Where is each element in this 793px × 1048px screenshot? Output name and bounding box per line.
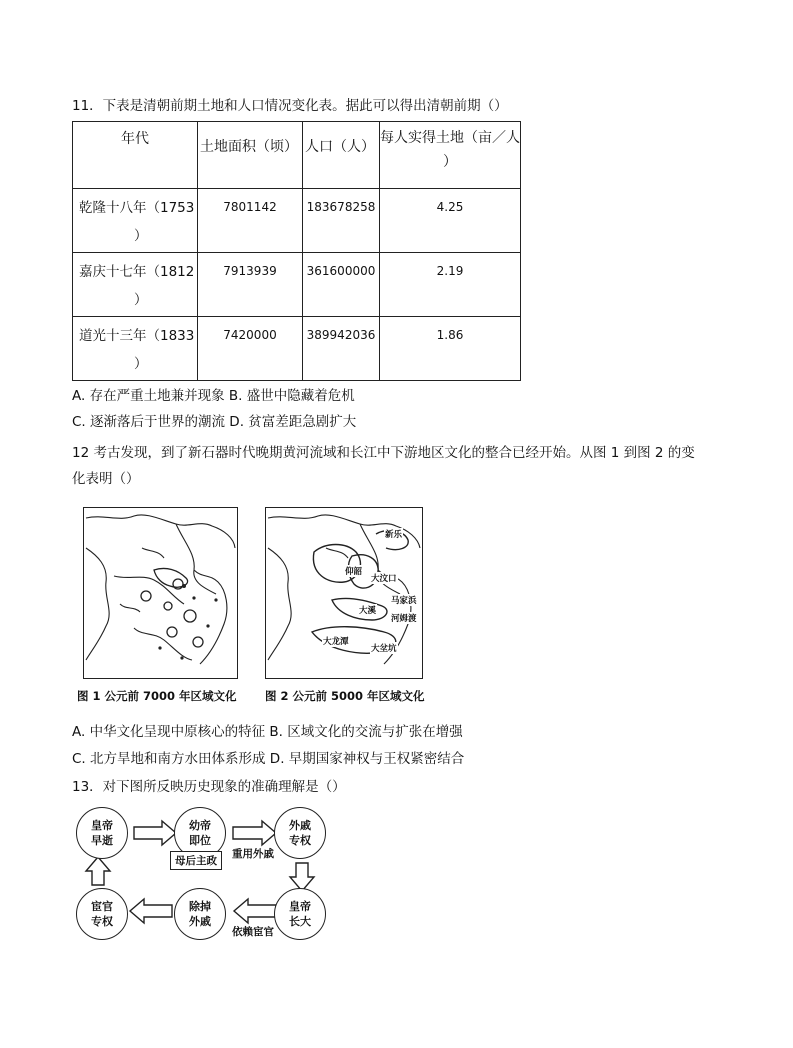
- q13-stem: 13．对下图所反映历史现象的准确理解是（）: [72, 779, 346, 795]
- header-per-capita-text: 每人实得土地（亩／人: [380, 130, 520, 146]
- cell-population: 183678258: [303, 189, 380, 253]
- label-xinle: 新乐: [385, 530, 403, 540]
- map-figure-2: [265, 507, 423, 679]
- label-yangshao: 仰韶: [345, 567, 363, 577]
- node-remove-consort: [174, 888, 226, 940]
- label-dawenkou: 大汶口: [371, 574, 397, 584]
- header-population: 人口（人）: [303, 122, 380, 189]
- table-row: [73, 253, 521, 317]
- label-hemudu: 河姆渡: [391, 614, 417, 624]
- header-per-capita-close: ）: [443, 154, 457, 170]
- era-text: 嘉庆十七年（1812: [79, 264, 195, 280]
- arrow-down-icon: [290, 863, 314, 891]
- cell-era: [73, 253, 198, 317]
- header-land: 土地面积（顷）: [198, 122, 303, 189]
- cell-per-capita: 4.25: [380, 189, 521, 253]
- q11-options-cd: C. 逐渐落后于世界的潮流 D. 贫富差距急剧扩大: [72, 414, 357, 430]
- node-consort-power: [274, 807, 326, 859]
- node-text: 外戚: [189, 915, 211, 928]
- cell-land: 7420000: [198, 317, 303, 381]
- map-1-outline: [84, 508, 237, 678]
- cell-population: 389942036: [303, 317, 380, 381]
- era-text: 道光十三年（1833: [79, 328, 195, 344]
- era-text: 乾隆十八年（1753: [79, 200, 195, 216]
- label-dabenkeng: 大坌坑: [371, 644, 397, 654]
- q11-stem: 11．下表是清朝前期土地和人口情况变化表。据此可以得出清朝前期（）: [72, 98, 508, 114]
- node-text: 早逝: [91, 834, 113, 847]
- node-text: 除掉: [189, 900, 211, 913]
- arrow-left-icon: [234, 899, 276, 923]
- q12-stem-line2: 化表明（）: [72, 471, 140, 487]
- header-per-capita: [380, 122, 521, 189]
- node-eunuch-power: [76, 888, 128, 940]
- map-2-caption: 图 2 公元前 5000 年区域文化: [265, 689, 425, 703]
- label-majiabang: 马家浜: [391, 596, 417, 606]
- header-era: 年代: [73, 122, 198, 189]
- land-population-table: [72, 121, 521, 381]
- label-rely-consort: 重用外戚: [232, 848, 274, 860]
- node-text: 长大: [289, 915, 311, 928]
- cell-per-capita: 1.86: [380, 317, 521, 381]
- node-text: 皇帝: [91, 819, 113, 832]
- node-text: 专权: [91, 915, 113, 928]
- era-close: ）: [134, 356, 148, 372]
- era-close: ）: [134, 228, 148, 244]
- arrow-right-icon: [134, 821, 176, 845]
- box-empress-regency: 母后主政: [170, 851, 222, 870]
- map-1-caption: 图 1 公元前 7000 年区域文化: [77, 689, 237, 703]
- node-text: 专权: [289, 834, 311, 847]
- node-text: 即位: [189, 834, 211, 847]
- label-daxi: 大溪: [359, 606, 377, 616]
- label-dalongtan: 大龙潭: [323, 637, 349, 647]
- map-figure-1: [83, 507, 238, 679]
- q11-options-ab: A. 存在严重土地兼并现象 B. 盛世中隐藏着危机: [72, 388, 355, 404]
- q12-options-cd: C. 北方旱地和南方水田体系形成 D. 早期国家神权与王权紧密结合: [72, 751, 465, 767]
- table-header-row: [73, 122, 521, 189]
- cell-land: 7913939: [198, 253, 303, 317]
- cell-land: 7801142: [198, 189, 303, 253]
- table-row: [73, 317, 521, 381]
- era-close: ）: [134, 292, 148, 308]
- cell-era: [73, 317, 198, 381]
- table-row: [73, 189, 521, 253]
- node-text: 皇帝: [289, 900, 311, 913]
- label-rely-eunuch: 依赖宦官: [232, 926, 274, 938]
- node-text: 宦官: [91, 900, 113, 913]
- arrow-up-icon: [86, 857, 110, 885]
- arrow-left-icon: [130, 899, 172, 923]
- arrow-right-icon: [233, 821, 276, 845]
- node-emperor-grown: [274, 888, 326, 940]
- node-text: 幼帝: [189, 819, 211, 832]
- q12-stem-line1: 12 考古发现，到了新石器时代晚期黄河流域和长江中下游地区文化的整合已经开始。从图 1 到图 2 的变: [72, 445, 695, 461]
- cell-per-capita: 2.19: [380, 253, 521, 317]
- cell-era: [73, 189, 198, 253]
- node-text: 外戚: [289, 819, 311, 832]
- q12-options-ab: A. 中华文化呈现中原核心的特征 B. 区域文化的交流与扩张在增强: [72, 724, 463, 740]
- node-emperor-early-death: [76, 807, 128, 859]
- cell-population: 361600000: [303, 253, 380, 317]
